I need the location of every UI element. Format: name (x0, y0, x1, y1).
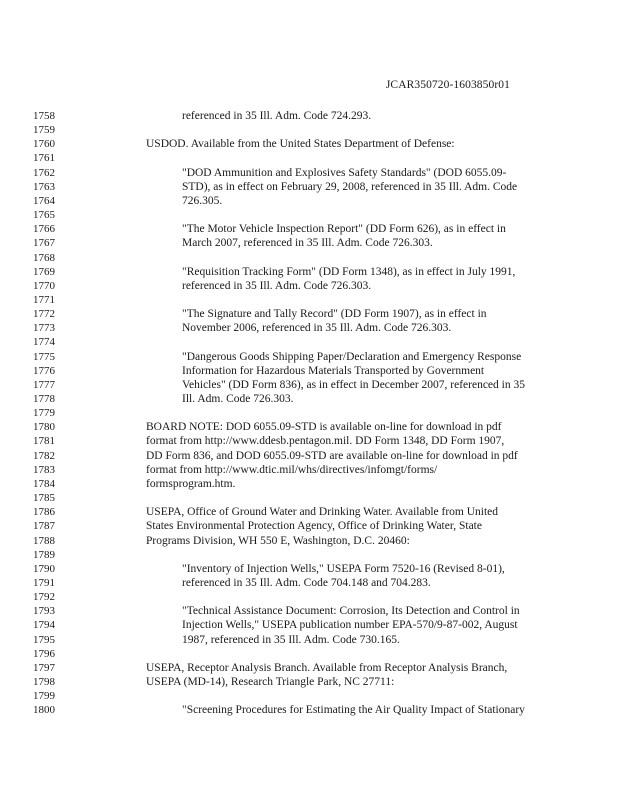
document-line (0, 434, 622, 449)
document-line (0, 647, 622, 662)
line-number: 1778 (33, 393, 55, 405)
line-text: referenced in 35 Ill. Adm. Code 726.303. (182, 279, 372, 292)
document-line (0, 208, 622, 223)
document-line (0, 548, 622, 563)
document-line (0, 576, 622, 591)
line-number: 1773 (33, 322, 55, 335)
line-number: 1758 (33, 110, 55, 122)
document-line (0, 307, 622, 322)
line-number: 1787 (33, 520, 55, 533)
line-number: 1762 (33, 166, 55, 179)
line-number: 1800 (33, 704, 55, 717)
line-text: USEPA (MD-14), Research Triangle Park, NC 27711: (146, 676, 395, 688)
document-line (0, 534, 622, 549)
line-text: referenced in 35 Ill. Adm. Code 704.148 and 704.283. (182, 577, 431, 589)
line-text: "Technical Assistance Document: Corrosion, Its Detection and Control in (182, 605, 520, 618)
line-text: referenced in 35 Ill. Adm. Code 724.293. (182, 110, 372, 122)
document-line (0, 109, 622, 124)
line-text: USEPA, Office of Ground Water and Drinking Water. Available from United (146, 506, 499, 519)
document-line (0, 477, 622, 492)
line-text: format from http://www.dtic.mil/whs/directives/infomgt/forms/ (146, 463, 438, 476)
line-number: 1761 (33, 152, 55, 165)
document-line (0, 279, 622, 294)
document-line (0, 519, 622, 534)
line-number: 1767 (33, 237, 55, 250)
line-text: "The Signature and Tally Record" (DD Form 1907), as in effect in (182, 308, 487, 321)
line-number: 1798 (33, 676, 55, 688)
document-line (0, 689, 622, 704)
document-line (0, 449, 622, 464)
document-line (0, 293, 622, 308)
line-number: 1772 (33, 308, 55, 321)
line-number: 1770 (33, 279, 55, 292)
document-line (0, 222, 622, 237)
line-number: 1782 (33, 449, 55, 462)
document-line (0, 590, 622, 605)
line-text: Information for Hazardous Materials Transported by Government (182, 364, 485, 377)
document-line (0, 420, 622, 435)
document-line (0, 265, 622, 280)
document-line (0, 491, 622, 506)
line-text: Vehicles" (DD Form 836), as in effect in December 2007, referenced in 35 (182, 378, 525, 391)
line-text: Injection Wells," USEPA publication number EPA-570/9-87-002, August (182, 619, 518, 632)
document-line (0, 675, 622, 690)
line-number: 1790 (33, 562, 55, 575)
line-number: 1785 (33, 492, 55, 505)
line-text: USDOD. Available from the United States Department of Defense: (146, 138, 455, 151)
document-line (0, 321, 622, 336)
line-number: 1771 (33, 294, 55, 306)
line-text: Programs Division, WH 550 E, Washington, D.C. 20460: (146, 534, 410, 547)
line-number: 1765 (33, 209, 55, 222)
line-number: 1784 (33, 477, 55, 490)
line-number: 1795 (33, 633, 55, 646)
document-line (0, 194, 622, 209)
line-number: 1792 (33, 591, 55, 604)
line-number: 1763 (33, 180, 55, 193)
line-text: BOARD NOTE: DOD 6055.09-STD is available on-line for download in pdf (146, 421, 502, 434)
line-number: 1760 (33, 138, 55, 151)
line-text: DD Form 836, and DOD 6055.09-STD are available on-line for download in pdf (146, 449, 518, 462)
line-text: "Inventory of Injection Wells," USEPA Form 7520-16 (Revised 8-01), (182, 562, 505, 575)
document-line (0, 137, 622, 152)
line-text: "DOD Ammunition and Explosives Safety Standards" (DOD 6055.09- (182, 166, 507, 179)
line-number: 1766 (33, 223, 55, 236)
line-number: 1788 (33, 534, 55, 547)
line-number: 1779 (33, 407, 55, 420)
line-text: States Environmental Protection Agency, Office of Drinking Water, State (146, 520, 482, 533)
line-number: 1783 (33, 463, 55, 476)
document-line (0, 604, 622, 619)
document-line (0, 562, 622, 577)
line-text: 1987, referenced in 35 Ill. Adm. Code 730.165. (182, 633, 400, 646)
line-number: 1791 (33, 577, 55, 589)
document-line (0, 236, 622, 251)
line-text: format from http://www.ddesb.pentagon.mil. DD Form 1348, DD Form 1907, (146, 435, 505, 448)
line-number: 1789 (33, 548, 55, 561)
document-line (0, 406, 622, 421)
line-text: USEPA, Receptor Analysis Branch. Available from Receptor Analysis Branch, (146, 661, 508, 674)
document-line (0, 505, 622, 520)
document-line (0, 633, 622, 648)
line-number: 1799 (33, 690, 55, 703)
line-text: "The Motor Vehicle Inspection Report" (DD Form 626), as in effect in (182, 223, 506, 236)
line-text: March 2007, referenced in 35 Ill. Adm. Code 726.303. (182, 237, 433, 250)
line-number: 1781 (33, 435, 55, 448)
line-number: 1793 (33, 605, 55, 618)
line-text: 726.305. (182, 194, 223, 207)
document-line (0, 151, 622, 166)
line-number: 1764 (33, 194, 55, 207)
line-number: 1759 (33, 124, 55, 137)
line-text: November 2006, referenced in 35 Ill. Adm. Code 726.303. (182, 322, 452, 335)
line-number: 1786 (33, 506, 55, 519)
line-text: Ill. Adm. Code 726.303. (182, 393, 294, 405)
document-line (0, 364, 622, 379)
document-line (0, 166, 622, 181)
line-number: 1769 (33, 265, 55, 278)
document-line (0, 350, 622, 365)
line-number: 1775 (33, 350, 55, 363)
document-line (0, 335, 622, 350)
document-line (0, 703, 622, 718)
line-number: 1776 (33, 364, 55, 377)
line-text: "Dangerous Goods Shipping Paper/Declaration and Emergency Response (182, 350, 522, 363)
line-number: 1796 (33, 647, 55, 660)
line-text: "Screening Procedures for Estimating the Air Quality Impact of Stationary (182, 704, 525, 717)
line-number: 1794 (33, 619, 55, 632)
document-line (0, 251, 622, 266)
line-number: 1768 (33, 251, 55, 264)
document-line (0, 180, 622, 195)
line-number: 1777 (33, 378, 55, 391)
document-id: JCAR350720-1603850r01 (385, 79, 510, 91)
document-line (0, 392, 622, 407)
document-line (0, 618, 622, 633)
line-text: formsprogram.htm. (146, 477, 236, 490)
line-text: "Requisition Tracking Form" (DD Form 1348), as in effect in July 1991, (182, 265, 516, 278)
line-number: 1780 (33, 421, 55, 434)
line-number: 1797 (33, 661, 55, 674)
document-line (0, 378, 622, 393)
document-line (0, 123, 622, 138)
document-line (0, 661, 622, 676)
line-text: STD), as in effect on February 29, 2008, referenced in 35 Ill. Adm. Code (182, 180, 518, 193)
line-number: 1774 (33, 336, 55, 349)
document-line (0, 463, 622, 478)
